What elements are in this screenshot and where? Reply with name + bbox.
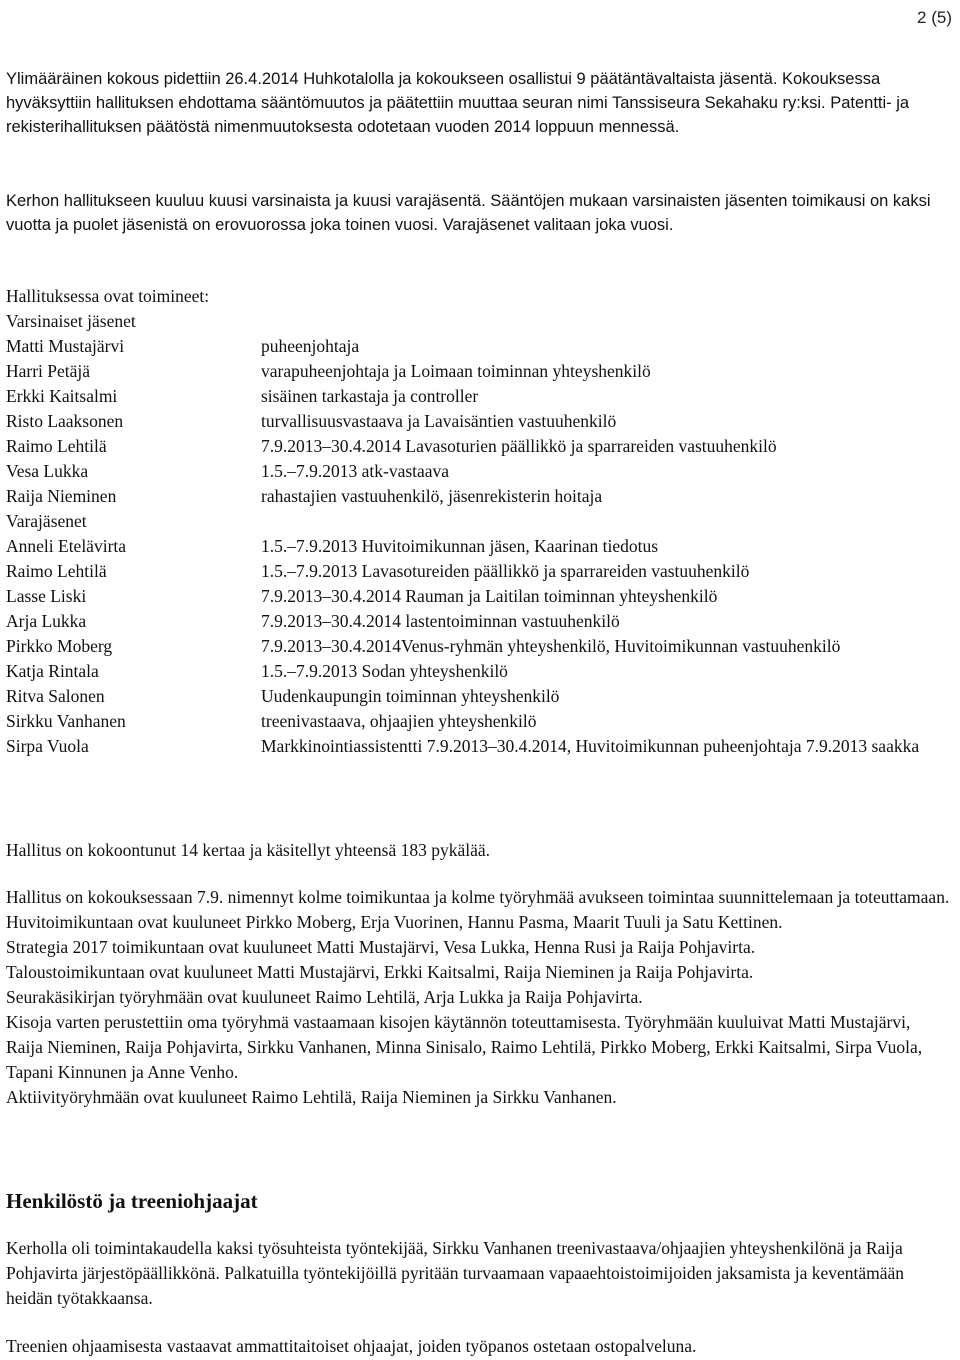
committee-paragraph: Hallitus on kokouksessaan 7.9. nimennyt kolme toimikuntaa ja kolme työryhmää avukseen toimintaa suunnittelemaan ja toteuttamaan.: [6, 887, 950, 907]
member-row: [6, 409, 951, 434]
regular-members-table: [6, 334, 951, 509]
member-role: puheenjohtaja: [261, 336, 360, 356]
member-role: varapuheenjohtaja ja Loimaan toiminnan yhteyshenkilö: [261, 361, 651, 381]
member-role: 1.5.–7.9.2013 Lavasotureiden päällikkö ja sparrareiden vastuuhenkilö: [261, 561, 750, 581]
member-name: Erkki Kaitsalmi: [6, 386, 118, 406]
member-name: Sirpa Vuola: [6, 736, 89, 756]
member-name: Katja Rintala: [6, 661, 99, 681]
member-role: 7.9.2013–30.4.2014 lastentoiminnan vastuuhenkilö: [261, 611, 620, 631]
member-name: Risto Laaksonen: [6, 411, 124, 431]
deputy-members-heading: Varajäsenet: [6, 511, 87, 531]
committee-paragraph: Kisoja varten perustettiin oma työryhmä vastaamaan kisojen käytännön toteuttamisesta. Työryhmään kuuluivat Matti Mustajärvi, Raija Nieminen, Raija Pohjavirta, Sirkku Vanhanen, Minna Sinisalo, Raimo Lehtilä, Pirkko Moberg, Erkki Kaitsalmi, Sirpa Vuola, Tapani Kinnunen ja Anne Venho.: [6, 1012, 923, 1082]
committees-section: [6, 885, 951, 1110]
meetings-paragraph: Hallitus on kokoontunut 14 kertaa ja käsitellyt yhteensä 183 pykälää.: [6, 840, 491, 860]
member-row: [6, 359, 951, 384]
intro-paragraph-board-composition: Kerhon hallitukseen kuuluu kuusi varsinaista ja kuusi varajäsentä. Sääntöjen mukaan varsinaisten jäsenten toimikausi on kaksi vuotta ja puolet jäsenistä on erovuorossa joka toinen vuosi. Varajäsenet valitaan joka vuosi.: [6, 192, 931, 234]
member-role: Markkinointiassistentti 7.9.2013–30.4.2014, Huvitoimikunnan puheenjohtaja 7.9.2013 saakka: [261, 736, 920, 756]
staff-section-heading: Henkilöstö ja treeniohjaajat: [6, 1189, 258, 1213]
member-role: sisäinen tarkastaja ja controller: [261, 386, 479, 406]
member-name: Pirkko Moberg: [6, 636, 113, 656]
member-row: [6, 584, 951, 609]
deputy-members-table: [6, 534, 951, 759]
member-role: 1.5.–7.9.2013 Sodan yhteyshenkilö: [261, 661, 508, 681]
member-name: Vesa Lukka: [6, 461, 89, 481]
member-role: 7.9.2013–30.4.2014 Lavasoturien päällikkö ja sparrareiden vastuuhenkilö: [261, 436, 777, 456]
member-row: [6, 734, 951, 759]
member-role: turvallisuusvastaava ja Lavaisäntien vastuuhenkilö: [261, 411, 617, 431]
member-role: Uudenkaupungin toiminnan yhteyshenkilö: [261, 686, 560, 706]
member-name: Anneli Etelävirta: [6, 536, 127, 556]
member-name: Raija Nieminen: [6, 486, 117, 506]
staff-paragraph-employees: Kerholla oli toimintakaudella kaksi työsuhteista työntekijää, Sirkku Vanhanen treenivastaava/ohjaajien yhteyshenkilönä ja Raija Pohjavirta järjestöpäällikkönä. Palkatuilla työntekijöillä pyritään turvaamaan vapaaehtoistoimijoiden jaksamista ja keventämään heidän työtakkaansa.: [6, 1238, 905, 1308]
member-row: [6, 609, 951, 634]
page-number: 2 (5): [917, 8, 952, 27]
member-row: [6, 484, 951, 509]
member-row: [6, 659, 951, 684]
member-row: [6, 459, 951, 484]
member-row: [6, 534, 951, 559]
board-intro: Hallituksessa ovat toimineet:: [6, 286, 210, 306]
member-name: Sirkku Vanhanen: [6, 711, 126, 731]
member-name: Harri Petäjä: [6, 361, 91, 381]
member-name: Lasse Liski: [6, 586, 87, 606]
member-role: rahastajien vastuuhenkilö, jäsenrekisterin hoitaja: [261, 486, 603, 506]
committee-paragraph: Seurakäsikirjan työryhmään ovat kuuluneet Raimo Lehtilä, Arja Lukka ja Raija Pohjavirta.: [6, 987, 643, 1007]
committee-paragraph: Strategia 2017 toimikuntaan ovat kuuluneet Matti Mustajärvi, Vesa Lukka, Henna Rusi ja Raija Pohjavirta.: [6, 937, 756, 957]
member-name: Raimo Lehtilä: [6, 436, 107, 456]
member-row: [6, 334, 951, 359]
member-role: treenivastaava, ohjaajien yhteyshenkilö: [261, 711, 537, 731]
member-row: [6, 709, 951, 734]
member-name: Raimo Lehtilä: [6, 561, 107, 581]
intro-paragraph-meeting: Ylimääräinen kokous pidettiin 26.4.2014 Huhkotalolla ja kokoukseen osallistui 9 päätäntävaltaista jäsentä. Kokouksessa hyväksyttiin hallituksen ehdottama sääntömuutos ja päätettiin muuttaa seuran nimi Tanssiseura Sekahaku ry:ksi. Patentti- ja rekisterihallituksen päätöstä nimenmuutoksesta odotetaan vuoden 2014 loppuun mennessä.: [6, 70, 910, 136]
member-role: 1.5.–7.9.2013 Huvitoimikunnan jäsen, Kaarinan tiedotus: [261, 536, 659, 556]
committee-paragraph: Huvitoimikuntaan ovat kuuluneet Pirkko Moberg, Erja Vuorinen, Hannu Pasma, Maarit Tuuli ja Satu Kettinen.: [6, 912, 783, 932]
member-role: 7.9.2013–30.4.2014 Rauman ja Laitilan toiminnan yhteyshenkilö: [261, 586, 718, 606]
regular-members-heading: Varsinaiset jäsenet: [6, 311, 136, 331]
committee-paragraph: Aktiivityöryhmään ovat kuuluneet Raimo Lehtilä, Raija Nieminen ja Sirkku Vanhanen.: [6, 1087, 617, 1107]
member-row: [6, 684, 951, 709]
member-name: Matti Mustajärvi: [6, 336, 125, 356]
member-name: Ritva Salonen: [6, 686, 105, 706]
member-row: [6, 634, 951, 659]
member-role: 7.9.2013–30.4.2014Venus-ryhmän yhteyshenkilö, Huvitoimikunnan vastuuhenkilö: [261, 636, 841, 656]
member-row: [6, 559, 951, 584]
member-row: [6, 434, 951, 459]
committee-paragraph: Taloustoimikuntaan ovat kuuluneet Matti Mustajärvi, Erkki Kaitsalmi, Raija Nieminen ja Raija Pohjavirta.: [6, 962, 754, 982]
member-role: 1.5.–7.9.2013 atk-vastaava: [261, 461, 450, 481]
member-name: Arja Lukka: [6, 611, 87, 631]
staff-paragraph-trainers: Treenien ohjaamisesta vastaavat ammattitaitoiset ohjaajat, joiden työpanos ostetaan ostopalveluna.: [6, 1336, 697, 1356]
board-members-list: [6, 284, 951, 759]
member-row: [6, 384, 951, 409]
